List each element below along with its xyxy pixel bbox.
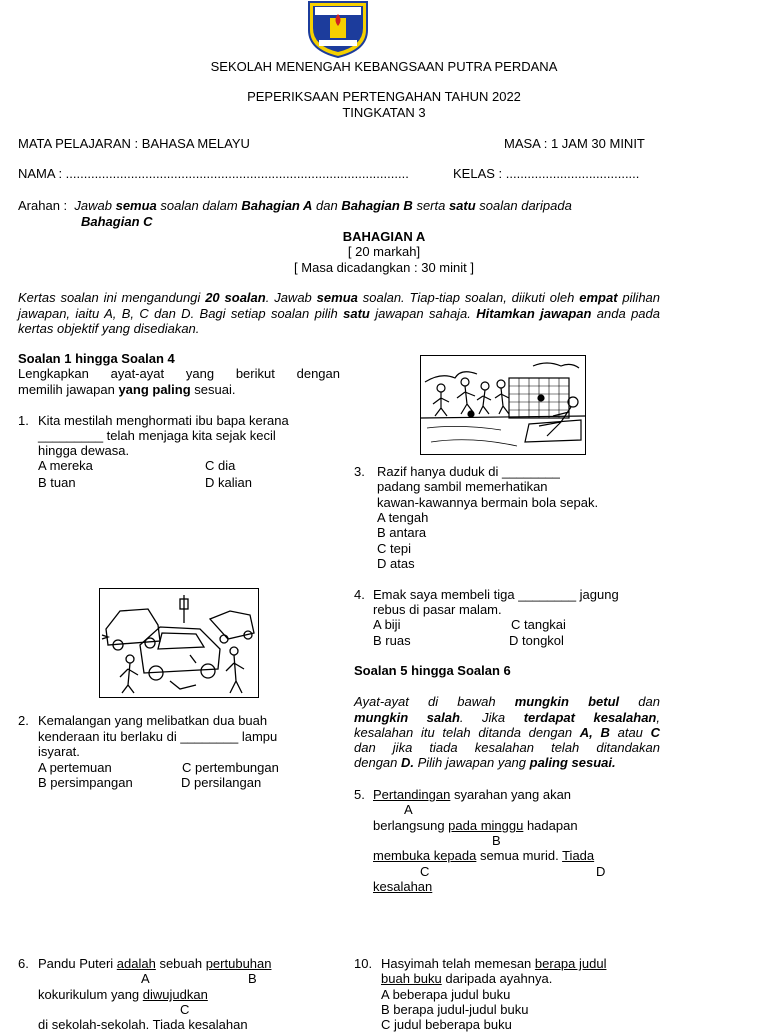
group2-p2: mungkin salah. Jika terdapat kesalahan,	[354, 710, 660, 725]
duration: MASA : 1 JAM 30 MINIT	[504, 136, 645, 151]
q1-line3: hingga dewasa.	[38, 443, 130, 458]
q5-label-c: C	[420, 864, 430, 879]
q4-line2: rebus di pasar malam.	[373, 602, 502, 617]
q4-option-d: D tongkol	[509, 633, 564, 648]
q4-line1: Emak saya membeli tiga ________ jagung	[373, 587, 619, 602]
q10-number: 10.	[354, 956, 373, 971]
section-a-marks: [ 20 markah]	[347, 244, 421, 259]
football-illustration	[420, 355, 586, 455]
q4-option-a: A biji	[373, 617, 401, 632]
q4-option-b: B ruas	[373, 633, 411, 648]
group1-heading: Soalan 1 hingga Soalan 4	[18, 351, 175, 366]
q10-line1: Hasyimah telah memesan berapa judul	[381, 956, 607, 971]
q6-label-c: C	[180, 1002, 190, 1017]
q5-label-b: B	[492, 833, 501, 848]
q6-line2: kokurikulum yang diwujudkan	[38, 987, 208, 1002]
q5-line4: kesalahan	[373, 879, 433, 894]
q2-line3: isyarat.	[38, 744, 80, 759]
q2-option-b: B persimpangan	[38, 775, 133, 790]
q2-number: 2.	[18, 713, 29, 728]
exam-level: TINGKATAN 3	[342, 105, 426, 120]
instructions-label: Arahan :	[18, 198, 68, 213]
group1-text1: Lengkapkan ayat-ayat yang berikut dengan	[18, 366, 340, 381]
instructions-line2: Bahagian C	[81, 214, 153, 229]
group2-heading: Soalan 5 hingga Soalan 6	[354, 663, 511, 678]
q4-number: 4.	[354, 587, 365, 602]
q5-number: 5.	[354, 787, 365, 802]
q3-option-a: A tengah	[377, 510, 429, 525]
q1-option-b: B tuan	[38, 475, 76, 490]
q3-number: 3.	[354, 464, 365, 479]
q5-label-a: A	[404, 802, 413, 817]
q2-line1: Kemalangan yang melibatkan dua buah	[38, 713, 268, 728]
q3-option-d: D atas	[377, 556, 415, 571]
instructions: Arahan : Jawab semua soalan dalam Bahagian A dan Bahagian B serta satu soalan daripada	[18, 198, 572, 213]
q10-line2: buah buku daripada ayahnya.	[381, 971, 553, 986]
q2-option-c: C pertembungan	[182, 760, 279, 775]
q10-option-c: C judul beberapa buku	[381, 1017, 512, 1032]
accident-illustration	[99, 588, 259, 698]
q1-option-a: A mereka	[38, 458, 93, 473]
q1-option-d: D kalian	[205, 475, 252, 490]
q6-label-a: A	[141, 971, 150, 986]
q2-option-a: A pertemuan	[38, 760, 112, 775]
q6-line3: di sekolah-sekolah. Tiada kesalahan	[38, 1017, 248, 1032]
q3-line3: kawan-kawannya bermain bola sepak.	[377, 495, 599, 510]
subject: MATA PELAJARAN : BAHASA MELAYU	[18, 136, 250, 151]
q5-line1: Pertandingan syarahan yang akan	[373, 787, 572, 802]
group2-p4: dan jika tiada kesalahan telah ditandakan	[354, 740, 660, 755]
q10-option-b: B berapa judul-judul buku	[381, 1002, 529, 1017]
q1-line1: Kita mestilah menghormati ibu bapa kerana	[38, 413, 289, 428]
group2-p3: kesalahan itu telah ditanda dengan A, B atau C	[354, 725, 661, 740]
q6-label-b: B	[248, 971, 257, 986]
q5-line3: membuka kepada semua murid. Tiada	[373, 848, 595, 863]
q3-line2: padang sambil memerhatikan	[377, 479, 548, 494]
q3-line1: Razif hanya duduk di ________	[377, 464, 560, 479]
q3-option-c: C tepi	[377, 541, 411, 556]
q1-option-c: C dia	[205, 458, 236, 473]
exam-title: PEPERIKSAAN PERTENGAHAN TAHUN 2022	[247, 89, 521, 104]
section-a-time: [ Masa dicadangkan : 30 minit ]	[294, 260, 474, 275]
q2-line2: kenderaan itu berlaku di ________ lampu	[38, 729, 278, 744]
q6-line1: Pandu Puteri adalah sebuah pertubuhan	[38, 956, 272, 971]
q6-number: 6.	[18, 956, 29, 971]
class-field: KELAS : .....................................	[453, 166, 640, 181]
group2-p5: dengan D. Pilih jawapan yang paling sesuai.	[354, 755, 616, 770]
q3-option-b: B antara	[377, 525, 427, 540]
school-logo	[305, 0, 371, 58]
school-name: SEKOLAH MENENGAH KEBANGSAAN PUTRA PERDANA	[210, 59, 558, 74]
q4-option-c: C tangkai	[511, 617, 566, 632]
section-a-title: BAHAGIAN A	[342, 229, 426, 244]
q10-option-a: A beberapa judul buku	[381, 987, 511, 1002]
name-field: NAMA : ...............................................................................................	[18, 166, 409, 181]
q5-label-d: D	[596, 864, 606, 879]
q2-option-d: D persilangan	[181, 775, 262, 790]
group2-p1: Ayat-ayat di bawah mungkin betul dan	[354, 694, 660, 709]
q1-line2: _________ telah menjaga kita sejak kecil	[38, 428, 276, 443]
section-a-intro: Kertas soalan ini mengandungi 20 soalan. Jawab semua soalan. Tiap-tiap soalan, diikuti oleh empat pilihan jawapan, iaitu A, B, C dan D. Bagi setiap soalan pilih satu jawapan sahaja. Hitamkan jawapan anda pada kertas objektif yang disediakan.	[18, 290, 661, 336]
group1-text2: memilih jawapan yang paling sesuai.	[18, 382, 236, 397]
q1-number: 1.	[18, 413, 29, 428]
q5-line2: berlangsung pada minggu hadapan	[373, 818, 578, 833]
